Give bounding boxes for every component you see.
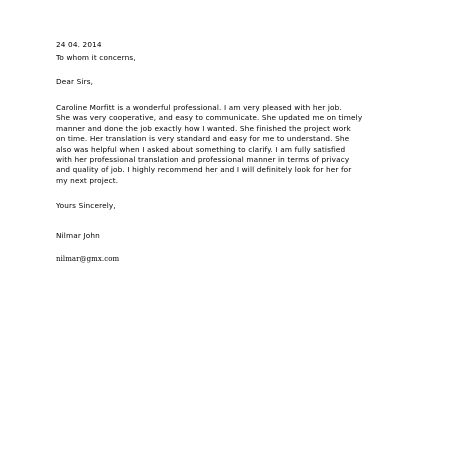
email-address: nilmar@gmx.com — [56, 255, 120, 263]
letter-body — [56, 103, 401, 186]
body-line: my next project. — [56, 175, 119, 185]
letter-closing: Yours Sincerely, — [56, 201, 116, 210]
body-line: and quality of job. I highly recommend her and I will definitely look for her for — [56, 165, 352, 175]
body-line: with her professional translation and professional manner in terms of privacy — [56, 155, 350, 165]
body-line: on time. Her translation is very standard and easy for me to understand. She — [56, 134, 350, 144]
signature-name: Nilmar John — [56, 231, 100, 240]
letter-salutation: Dear Sirs, — [56, 77, 94, 86]
letter-date: 24 04. 2014 — [56, 40, 102, 49]
body-line: manner and done the job exactly how I wanted. She finished the project work — [56, 123, 351, 133]
body-line: Caroline Morfitt is a wonderful professional. I am very pleased with her job. — [56, 103, 342, 112]
body-line: also was helpful when I asked about something to clarify. I am fully satisfied — [56, 144, 346, 154]
letter-addressee: To whom it concerns, — [56, 53, 136, 62]
body-line: She was very cooperative, and easy to communicate. She updated me on timely — [56, 113, 363, 123]
